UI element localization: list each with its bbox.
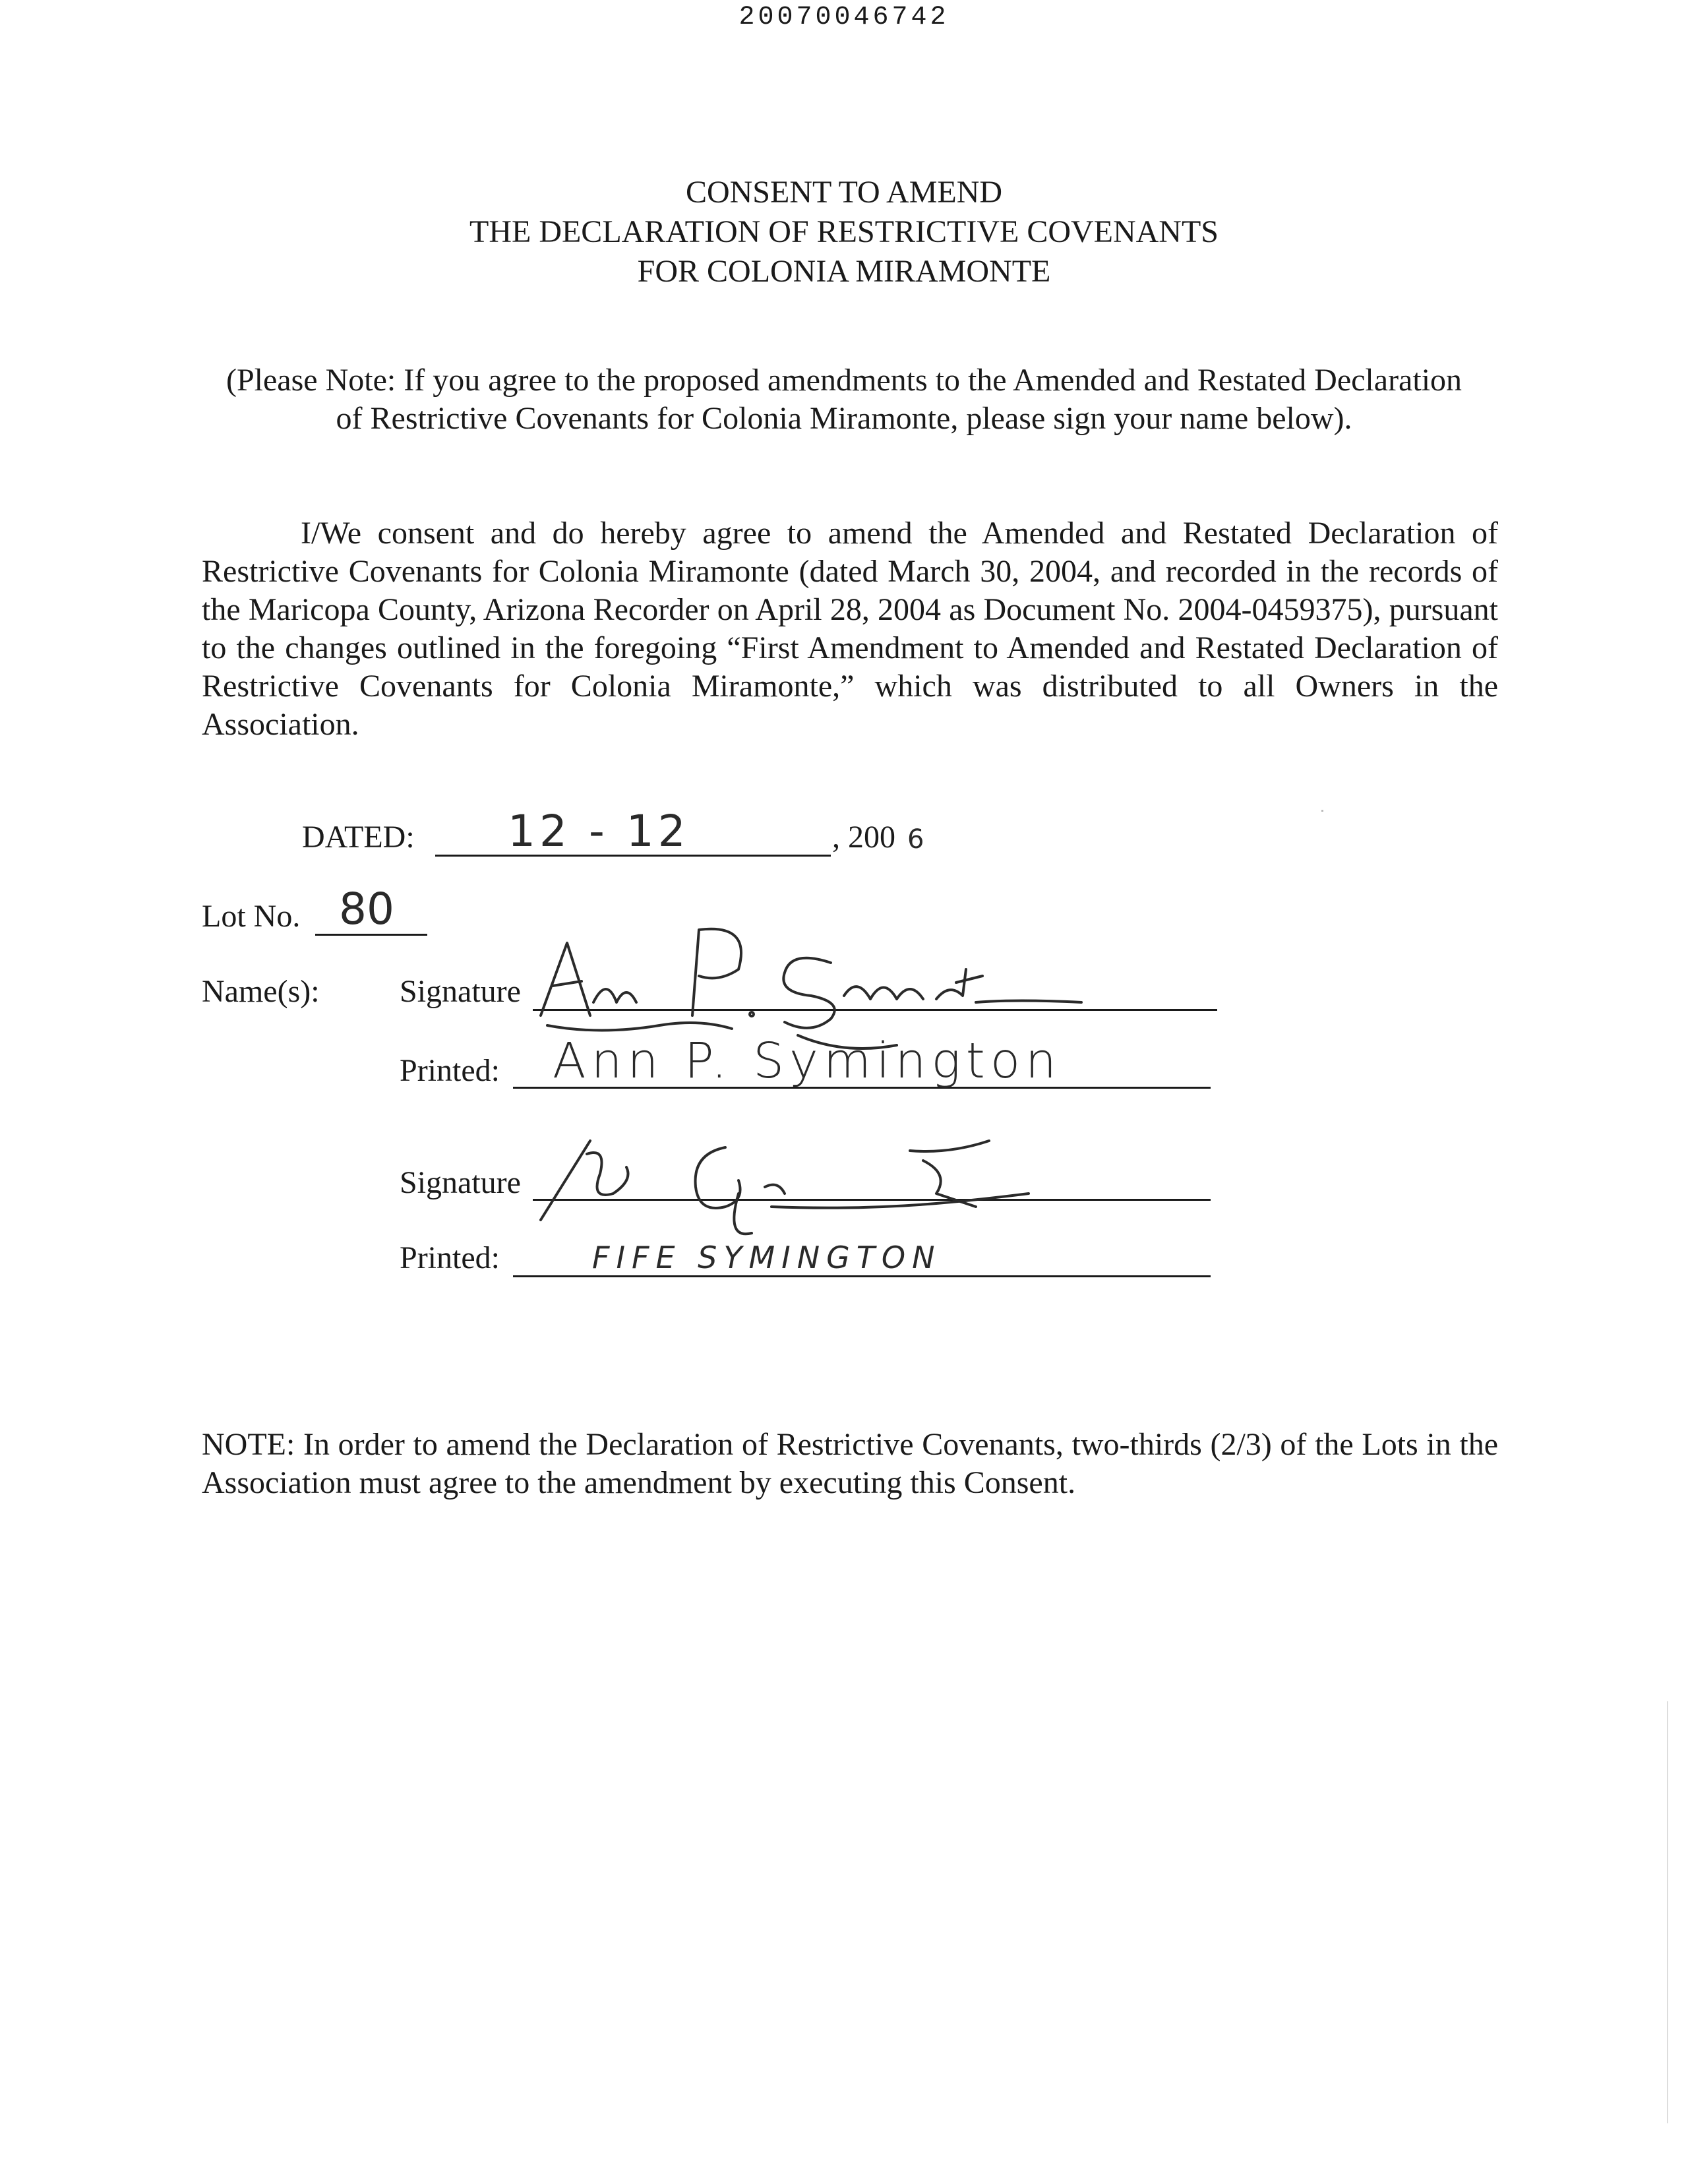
printed-2-handwritten: FIFE SYMINGTON (592, 1240, 942, 1275)
printed-1-handwritten: Ann P. Symington (553, 1033, 1062, 1089)
scan-speck (1321, 810, 1323, 812)
signature-2-image (528, 1095, 1068, 1253)
signature-1-label: Signature (400, 974, 521, 1009)
lot-label: Lot No. (202, 899, 301, 934)
title-line-2: THE DECLARATION OF RESTRICTIVE COVENANTS (469, 214, 1219, 249)
dated-label: DATED: (302, 820, 415, 855)
year-label: , 200 (832, 820, 895, 855)
consent-paragraph: I/We consent and do hereby agree to amend the Amended and Restated Declaration of Restrictive Covenants for Colonia Miramonte (dated March 30, 2004, and recorded in the records of the Maricopa County, Arizona Recorder on April 28, 2004 as Document No. 2004-0459375), pursuant to the changes outlined in the foregoing “First Amendment to Amended and Restated Declaration of Restrictive Covenants for Colonia Miramonte,” which was distributed to all Owners in the Association. (202, 516, 1498, 742)
signature-2-label: Signature (400, 1165, 521, 1200)
title-line-3: FOR COLONIA MIRAMONTE (637, 254, 1051, 289)
document-number: 20070046742 (738, 3, 950, 32)
bottom-note: NOTE: In order to amend the Declaration of Restrictive Covenants, two-thirds (2/3) of the Lots in the Association must agree to the amendment by executing this Consent. (202, 1427, 1498, 1500)
printed-1-label: Printed: (400, 1053, 500, 1088)
title-line-1: CONSENT TO AMEND (685, 175, 1003, 210)
document-title (0, 173, 1688, 291)
please-note: (Please Note: If you agree to the proposed amendments to the Amended and Restated Declaration of Restrictive Covenants for Colonia Miramonte, please sign your name below). (226, 363, 1462, 436)
printed-2-label: Printed: (400, 1240, 500, 1275)
scan-margin-artifact (1667, 1701, 1668, 2123)
printed-2-line[interactable] (513, 1275, 1211, 1277)
dated-handwritten: 12 - 12 (508, 806, 690, 857)
year-digit-handwritten: 6 (907, 824, 924, 855)
names-label: Name(s): (202, 974, 320, 1009)
lot-handwritten: 80 (339, 884, 394, 934)
